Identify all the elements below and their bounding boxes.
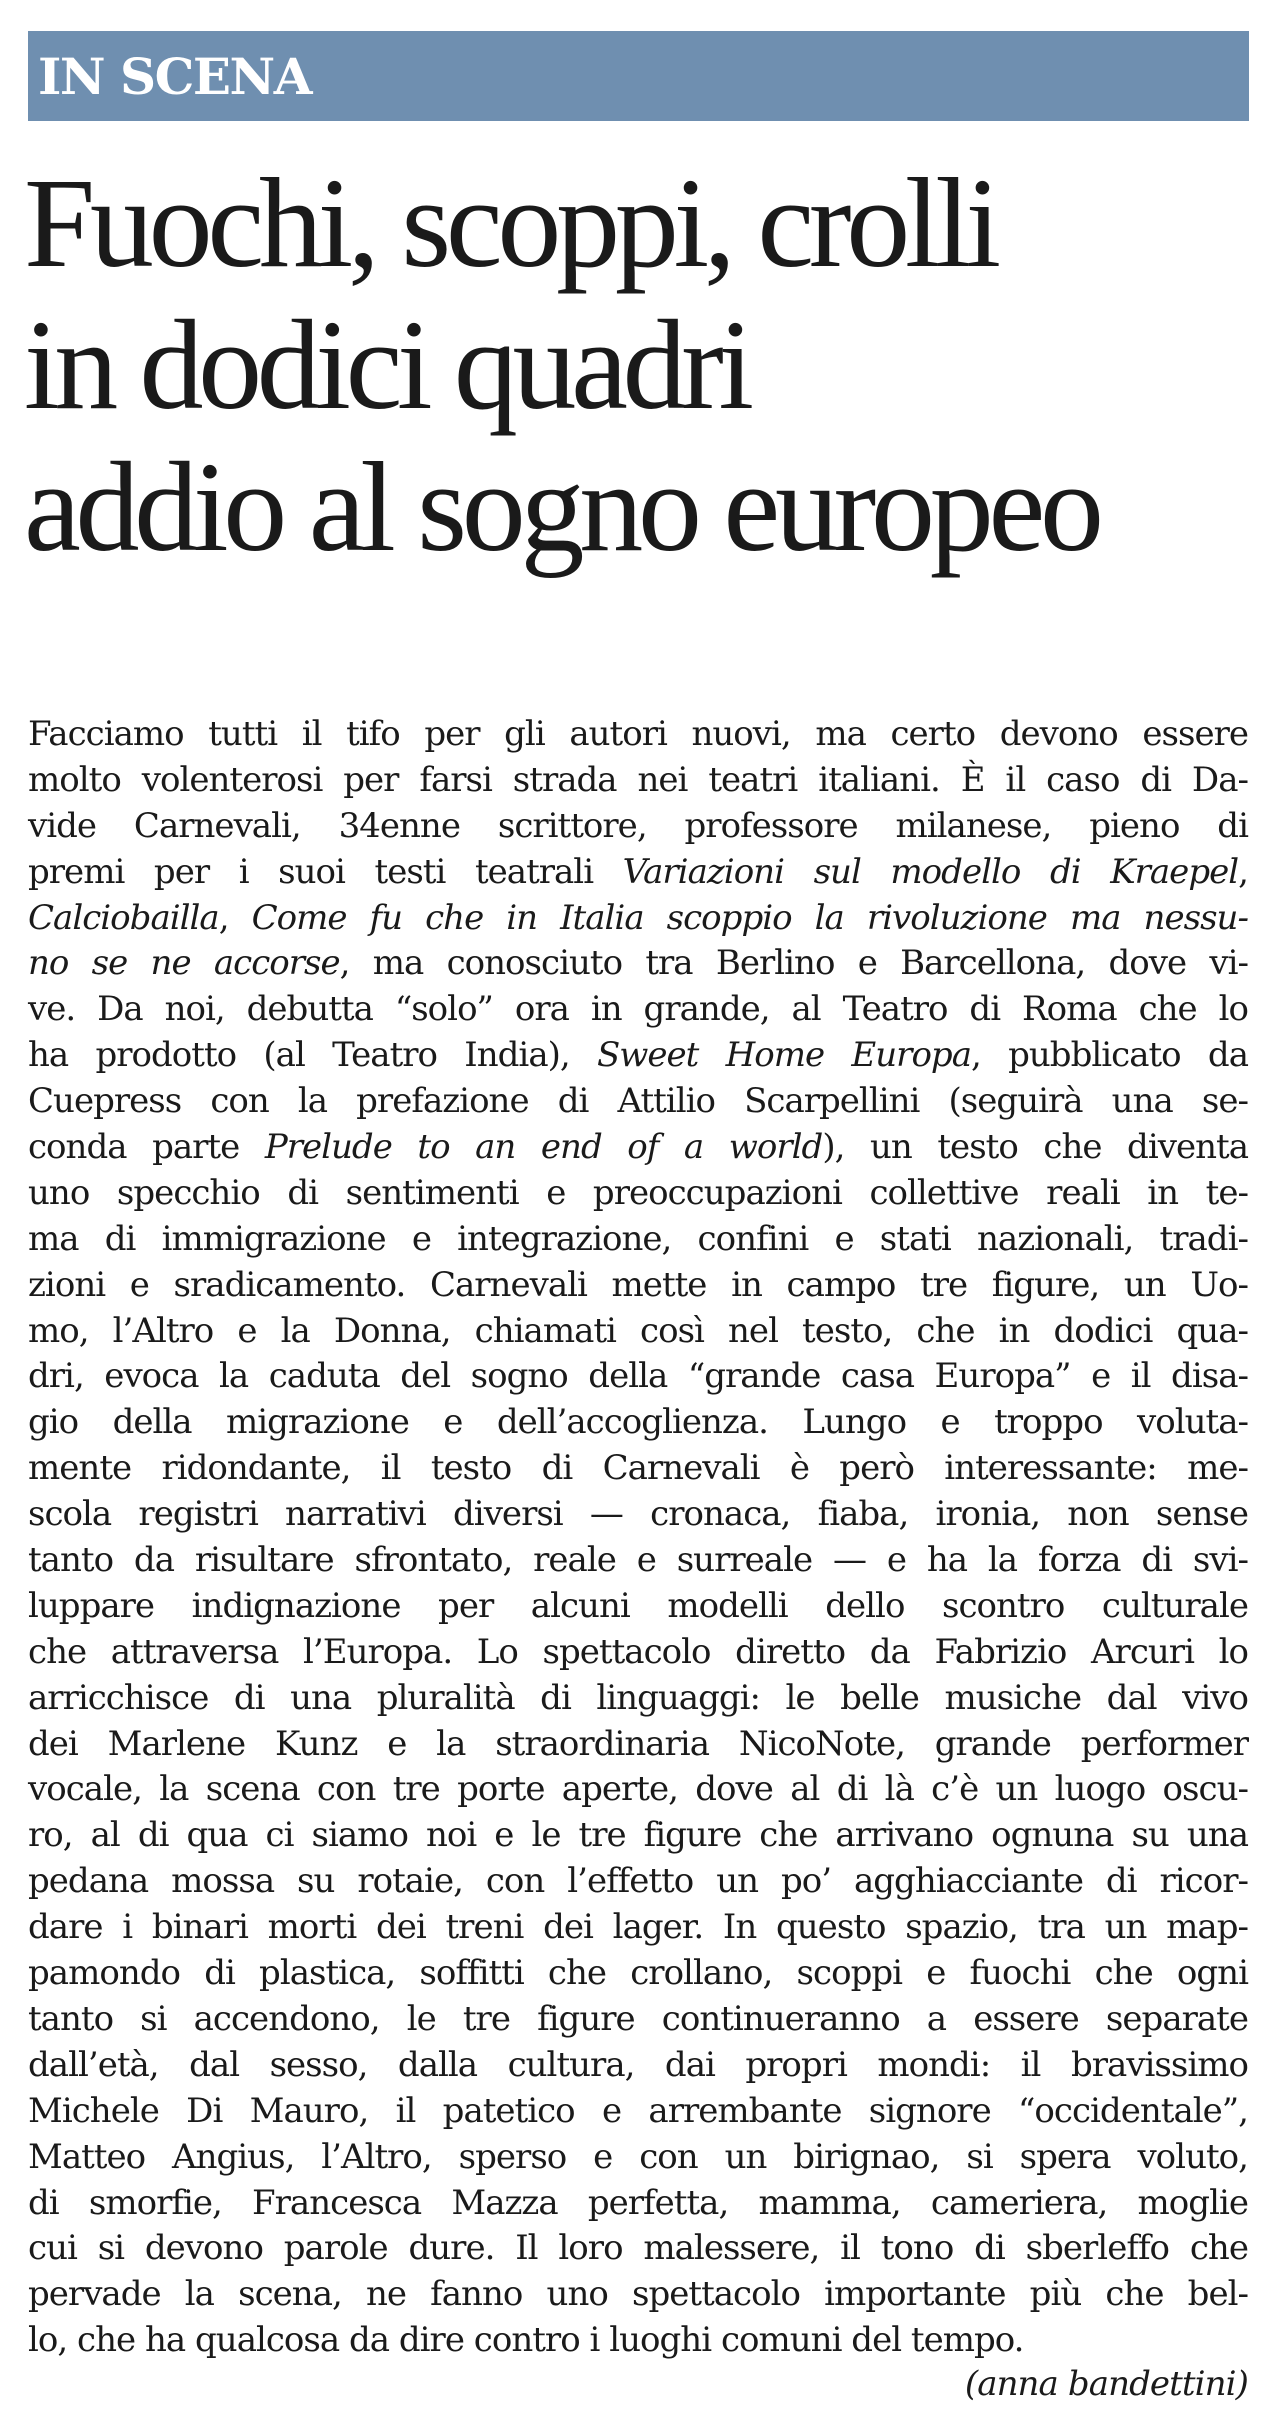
- text-run: Facciamo tutti il tifo per gli autori nuovi, ma certo devono essere: [28, 714, 1248, 754]
- text-run: ve. Da noi, debutta “solo” ora in grande, al Teatro di Roma che lo: [28, 989, 1248, 1030]
- article-line: [28, 2043, 1248, 2089]
- text-run: arricchisce di una pluralità di linguaggi: le belle musiche dal vivo: [28, 1677, 1248, 1718]
- text-run: scola registri narrativi diversi — cronaca, fiaba, ironia, non sense: [28, 1494, 1248, 1535]
- text-run: dri, evoca la caduta del sogno della “grande casa Europa” e il disa-: [28, 1356, 1248, 1397]
- article-line: [28, 1309, 1248, 1355]
- article-line: [28, 1217, 1248, 1263]
- text-run: gio della migrazione e dell’accoglienza. Lungo e troppo voluta-: [28, 1402, 1248, 1443]
- text-run: uno specchio di sentimenti e preoccupazioni collettive reali in te-: [28, 1172, 1248, 1213]
- article-line: [28, 1630, 1248, 1676]
- article-line: [28, 1905, 1248, 1951]
- article-line: [28, 804, 1248, 850]
- headline-line: Fuochi, scoppi, crolli: [24, 152, 996, 294]
- text-run: ,: [1238, 851, 1248, 892]
- text-run: Matteo Angius, l’Altro, sperso e con un birignao, si spera voluto,: [28, 2136, 1248, 2177]
- article-line: [28, 1492, 1248, 1538]
- text-run: dare i binari morti dei treni dei lager. In questo spazio, tra un map-: [28, 1907, 1248, 1948]
- text-run: ma di immigrazione e integrazione, confini e stati nazionali, tradi-: [28, 1218, 1248, 1259]
- text-run: tanto da risultare sfrontato, reale e surreale — e ha la forza di svi-: [28, 1540, 1248, 1581]
- article-line: [28, 1813, 1248, 1859]
- text-run: conda parte: [28, 1127, 265, 1168]
- text-run: pervade la scena, ne fanno uno spettacolo importante più che bel-: [28, 2274, 1248, 2315]
- text-run: ha prodotto (al Teatro India),: [28, 1035, 597, 1076]
- text-run: molto volenterosi per farsi strada nei teatri italiani. È il caso di Da-: [28, 759, 1248, 800]
- text-run: vocale, la scena con tre porte aperte, dove al di là c’è un luogo oscu-: [28, 1769, 1248, 1810]
- article-line: [28, 1033, 1248, 1079]
- article-line: [28, 1538, 1248, 1584]
- italic-title: Sweet Home Europa: [596, 1035, 972, 1076]
- text-run: vide Carnevali, 34enne scrittore, professore milanese, pieno di: [28, 805, 1248, 846]
- italic-title: Prelude to an end of a world: [264, 1127, 823, 1168]
- article-line: [28, 2318, 1248, 2364]
- article-line: [28, 1951, 1248, 1997]
- article-line: [28, 1079, 1248, 1125]
- article-line: [28, 2181, 1248, 2227]
- article-line: [28, 1446, 1248, 1492]
- headline-line: in dodici quadri: [24, 294, 749, 436]
- article-line: [28, 1859, 1248, 1905]
- text-run: lo, che ha qualcosa da dire contro i luoghi comuni del tempo.: [28, 2320, 1024, 2361]
- section-header-bar: [28, 31, 1249, 121]
- article-line: [28, 1722, 1248, 1768]
- article-line: [28, 1400, 1248, 1446]
- headline: [24, 152, 1254, 578]
- article-line: [28, 1997, 1248, 2043]
- text-run: mente ridondante, il testo di Carnevali è però interessante: me-: [28, 1448, 1248, 1489]
- italic-title: Calciobailla: [28, 897, 219, 938]
- text-run: che attraversa l’Europa. Lo spettacolo diretto da Fabrizio Arcuri lo: [28, 1631, 1248, 1672]
- headline-line: addio al sogno europeo: [24, 436, 1099, 578]
- text-run: mo, l’Altro e la Donna, chiamati così nel testo, che in dodici qua-: [28, 1310, 1248, 1351]
- text-run: pedana mossa su rotaie, con l’effetto un po’ agghiacciante di ricor-: [28, 1861, 1248, 1902]
- text-run: di smorfie, Francesca Mazza perfetta, mamma, cameriera, moglie: [28, 2182, 1248, 2223]
- italic-title: no se ne accorse: [28, 943, 340, 984]
- article-line: [28, 1584, 1248, 1630]
- text-run: ,: [218, 897, 252, 938]
- article-line: [28, 2272, 1248, 2318]
- text-run: ), un testo che diventa: [822, 1127, 1248, 1168]
- text-run: pamondo di plastica, soffitti che crollano, scoppi e fuochi che ogni: [28, 1953, 1248, 1994]
- text-run: dei Marlene Kunz e la straordinaria NicoNote, grande performer: [28, 1723, 1248, 1764]
- article-line: [28, 896, 1248, 942]
- article-line: [28, 1125, 1248, 1171]
- article-line: [28, 1263, 1248, 1309]
- byline: (anna bandettini): [964, 2364, 1248, 2404]
- text-run: dall’età, dal sesso, dalla cultura, dai propri mondi: il bravissimo: [28, 2044, 1248, 2085]
- article-line: [28, 941, 1248, 987]
- text-run: premi per i suoi testi teatrali: [28, 851, 623, 892]
- text-run: , ma conosciuto tra Berlino e Barcellona, dove vi-: [339, 943, 1249, 984]
- italic-title: Come fu che in Italia scoppio la rivoluzione ma nessu-: [251, 897, 1248, 938]
- text-run: ro, al di qua ci siamo noi e le tre figure che arrivano ognuna su una: [28, 1815, 1248, 1856]
- text-run: Michele Di Mauro, il patetico e arrembante signore “occidentale”,: [28, 2090, 1248, 2131]
- article-line: [28, 2135, 1248, 2181]
- text-run: luppare indignazione per alcuni modelli dello scontro culturale: [28, 1585, 1248, 1626]
- text-run: , pubblicato da: [971, 1035, 1248, 1076]
- article-line: [28, 712, 1248, 758]
- article-line: [28, 987, 1248, 1033]
- article-line: [28, 1676, 1248, 1722]
- article-line: [28, 1354, 1248, 1400]
- article-line: [28, 850, 1248, 896]
- text-run: Cuepress con la prefazione di Attilio Scarpellini (seguirà una se-: [28, 1081, 1248, 1122]
- article-line: [28, 1767, 1248, 1813]
- article-line: [28, 758, 1248, 804]
- section-label: IN SCENA: [38, 47, 312, 106]
- text-run: zioni e sradicamento. Carnevali mette in campo tre figure, un Uo-: [28, 1264, 1248, 1305]
- article-line: [28, 2226, 1248, 2272]
- article-line: [28, 2089, 1248, 2135]
- article-line: [28, 1171, 1248, 1217]
- italic-title: Variazioni sul modello di Kraepel: [622, 851, 1239, 892]
- article-body: [28, 712, 1248, 2364]
- text-run: tanto si accendono, le tre figure continueranno a essere separate: [28, 1998, 1248, 2039]
- text-run: cui si devono parole dure. Il loro malessere, il tono di sberleffo che: [28, 2228, 1248, 2269]
